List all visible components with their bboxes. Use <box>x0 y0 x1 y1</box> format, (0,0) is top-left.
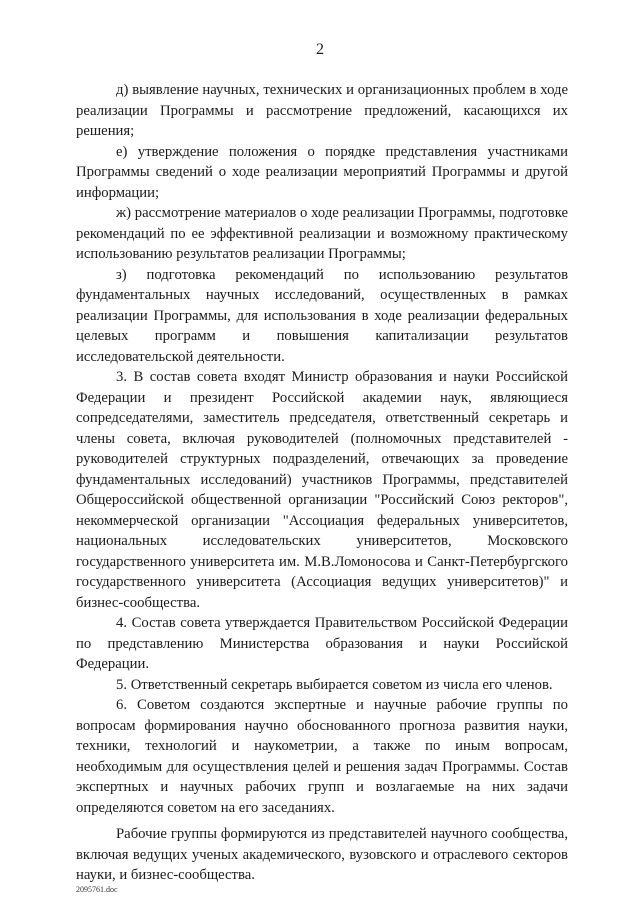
paragraph-item-z: з) подготовка рекомендаций по использованию результатов фундаментальных научных исследований, осуществленных в рамках реализации Программы, для использования в ходе реализации федеральных целевых программ и повышения капитализации результатов исследовательской деятельности. <box>76 266 568 365</box>
paragraph-section-3: 3. В состав совета входят Министр образования и науки Российской Федерации и президент Российской академии наук, являющиеся сопредседателями, заместитель председателя, ответственный секретарь и члены совета, включая руководителей (полномочных представителей - руководителей структурных подразделений, отвечающих за проведение фундаментальных исследований) участников Программы, представителей Общероссийской общественной организации "Российский Союз ректоров", некоммерческой организации "Ассоциация федеральных университетов, национальных исследовательских университетов, Московского государственного университета им. М.В.Ломоносова и Санкт-Петербургского государственного университета (Ассоциация ведущих университетов)" и бизнес-сообщества. <box>76 369 568 611</box>
paragraph-working-groups: Рабочие группы формируются из представителей научного сообщества, включая ведущих ученых академического, вузовского и отраслевого секторов науки, и бизнес-сообщества. <box>76 826 568 883</box>
paragraph-item-e: е) утверждение положения о порядке представления участниками Программы сведений о ходе реализации мероприятий Программы и другой информации; <box>76 143 568 201</box>
paragraph-section-6: 6. Советом создаются экспертные и научные рабочие группы по вопросам формирования научно обоснованного прогноза развития науки, техники, технологий и наукометрии, а также по иным вопросам, необходимым для осуществления целей и решения задач Программы. Состав экспертных и научных рабочих групп и возлагаемые на них задачи определяются советом на его заседаниях. <box>76 697 568 816</box>
paragraph-item-d: д) выявление научных, технических и организационных проблем в ходе реализации Программы и рассмотрение предложений, касающихся их решения; <box>76 82 568 139</box>
paragraph-item-zh: ж) рассмотрение материалов о ходе реализации Программы, подготовке рекомендаций по ее эффективной реализации и возможному практическому использованию результатов реализации Программы; <box>76 205 568 262</box>
paragraph-section-5: 5. Ответственный секретарь выбирается советом из числа его членов. <box>116 676 553 693</box>
page-number: 2 <box>316 41 324 58</box>
document-body <box>76 80 568 886</box>
file-name-footer: 2095761.doc <box>76 885 118 894</box>
paragraph-section-4: 4. Состав совета утверждается Правительством Российской Федерации по представлению Министерства образования и науки Российской Федерации. <box>76 615 568 672</box>
